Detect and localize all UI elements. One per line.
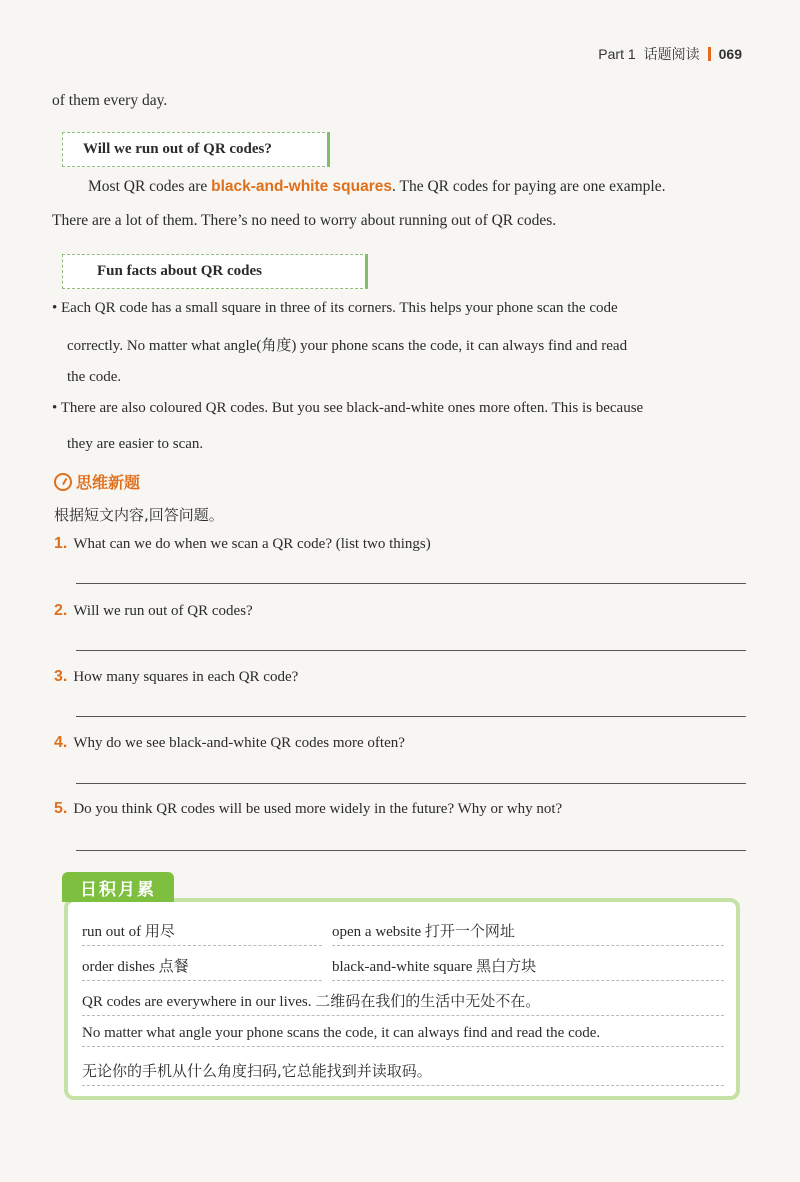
- sentence-1: QR codes are everywhere in our lives. 二维码在我们的生活中无处不在。: [82, 990, 724, 1016]
- header-divider: [708, 47, 711, 61]
- section1-paragraph-line2: There are a lot of them. There’s no need to worry about running out of QR codes.: [52, 212, 557, 229]
- topic-label: 话题阅读: [643, 47, 700, 63]
- bullet-dot-icon: •: [52, 400, 58, 416]
- question-2: 2. Will we run out of QR codes?: [54, 602, 253, 619]
- sentence-3: 无论你的手机从什么角度扫码,它总能找到并读取码。: [82, 1060, 724, 1086]
- question-5: 5. Do you think QR codes will be used more widely in the future? Why or why not?: [54, 800, 563, 817]
- section1-paragraph-line1: [88, 178, 748, 197]
- accumulation-title: 日积月累: [62, 872, 174, 902]
- bullet1-line1: • Each QR code has a small square in three of its corners. This helps your phone scan the code: [52, 300, 618, 316]
- answer-line-1[interactable]: [76, 583, 746, 584]
- bullet1-line2: correctly. No matter what angle(角度) your phone scans the code, it can always find and read: [67, 338, 628, 354]
- answer-line-5[interactable]: [76, 850, 746, 851]
- question-3: 3. How many squares in each QR code?: [54, 668, 299, 685]
- intro-tail: of them every day.: [52, 92, 168, 109]
- section-heading-run-out: Will we run out of QR codes?: [62, 132, 330, 167]
- answer-line-2[interactable]: [76, 650, 746, 651]
- bullet-dot-icon: •: [52, 300, 58, 316]
- page-number: 069: [718, 46, 742, 62]
- answer-line-3[interactable]: [76, 716, 746, 717]
- part-label: Part 1: [598, 46, 636, 62]
- brain-icon: [54, 473, 72, 491]
- vocab-pair-2-right: black-and-white square 黑白方块: [332, 955, 724, 981]
- p1-after: . The QR codes for paying are one example.: [392, 178, 666, 195]
- vocab-pair-2-left: order dishes 点餐: [82, 955, 322, 981]
- question-4: 4. Why do we see black-and-white QR codes more often?: [54, 734, 405, 751]
- section-heading-fun-facts: Fun facts about QR codes: [62, 254, 368, 289]
- vocab-pair-1-left: run out of 用尽: [82, 920, 322, 946]
- page-header: [598, 44, 742, 64]
- p1-highlight: black-and-white squares: [211, 178, 393, 195]
- question-1: 1. What can we do when we scan a QR code? (list two things): [54, 535, 431, 552]
- bullet2-line2: they are easier to scan.: [67, 436, 204, 452]
- sentence-2: No matter what angle your phone scans the code, it can always find and read the code.: [82, 1025, 724, 1047]
- answer-line-4[interactable]: [76, 783, 746, 784]
- thinking-title: 思维新题: [54, 470, 140, 493]
- vocab-pair-1-right: open a website 打开一个网址: [332, 920, 724, 946]
- p1-before: Most QR codes are: [88, 178, 212, 195]
- bullet1-line3: the code.: [67, 369, 122, 385]
- thinking-instruction: 根据短文内容,回答问题。: [54, 506, 224, 524]
- bullet2-line1: • There are also coloured QR codes. But you see black-and-white ones more often. This is because: [52, 400, 644, 416]
